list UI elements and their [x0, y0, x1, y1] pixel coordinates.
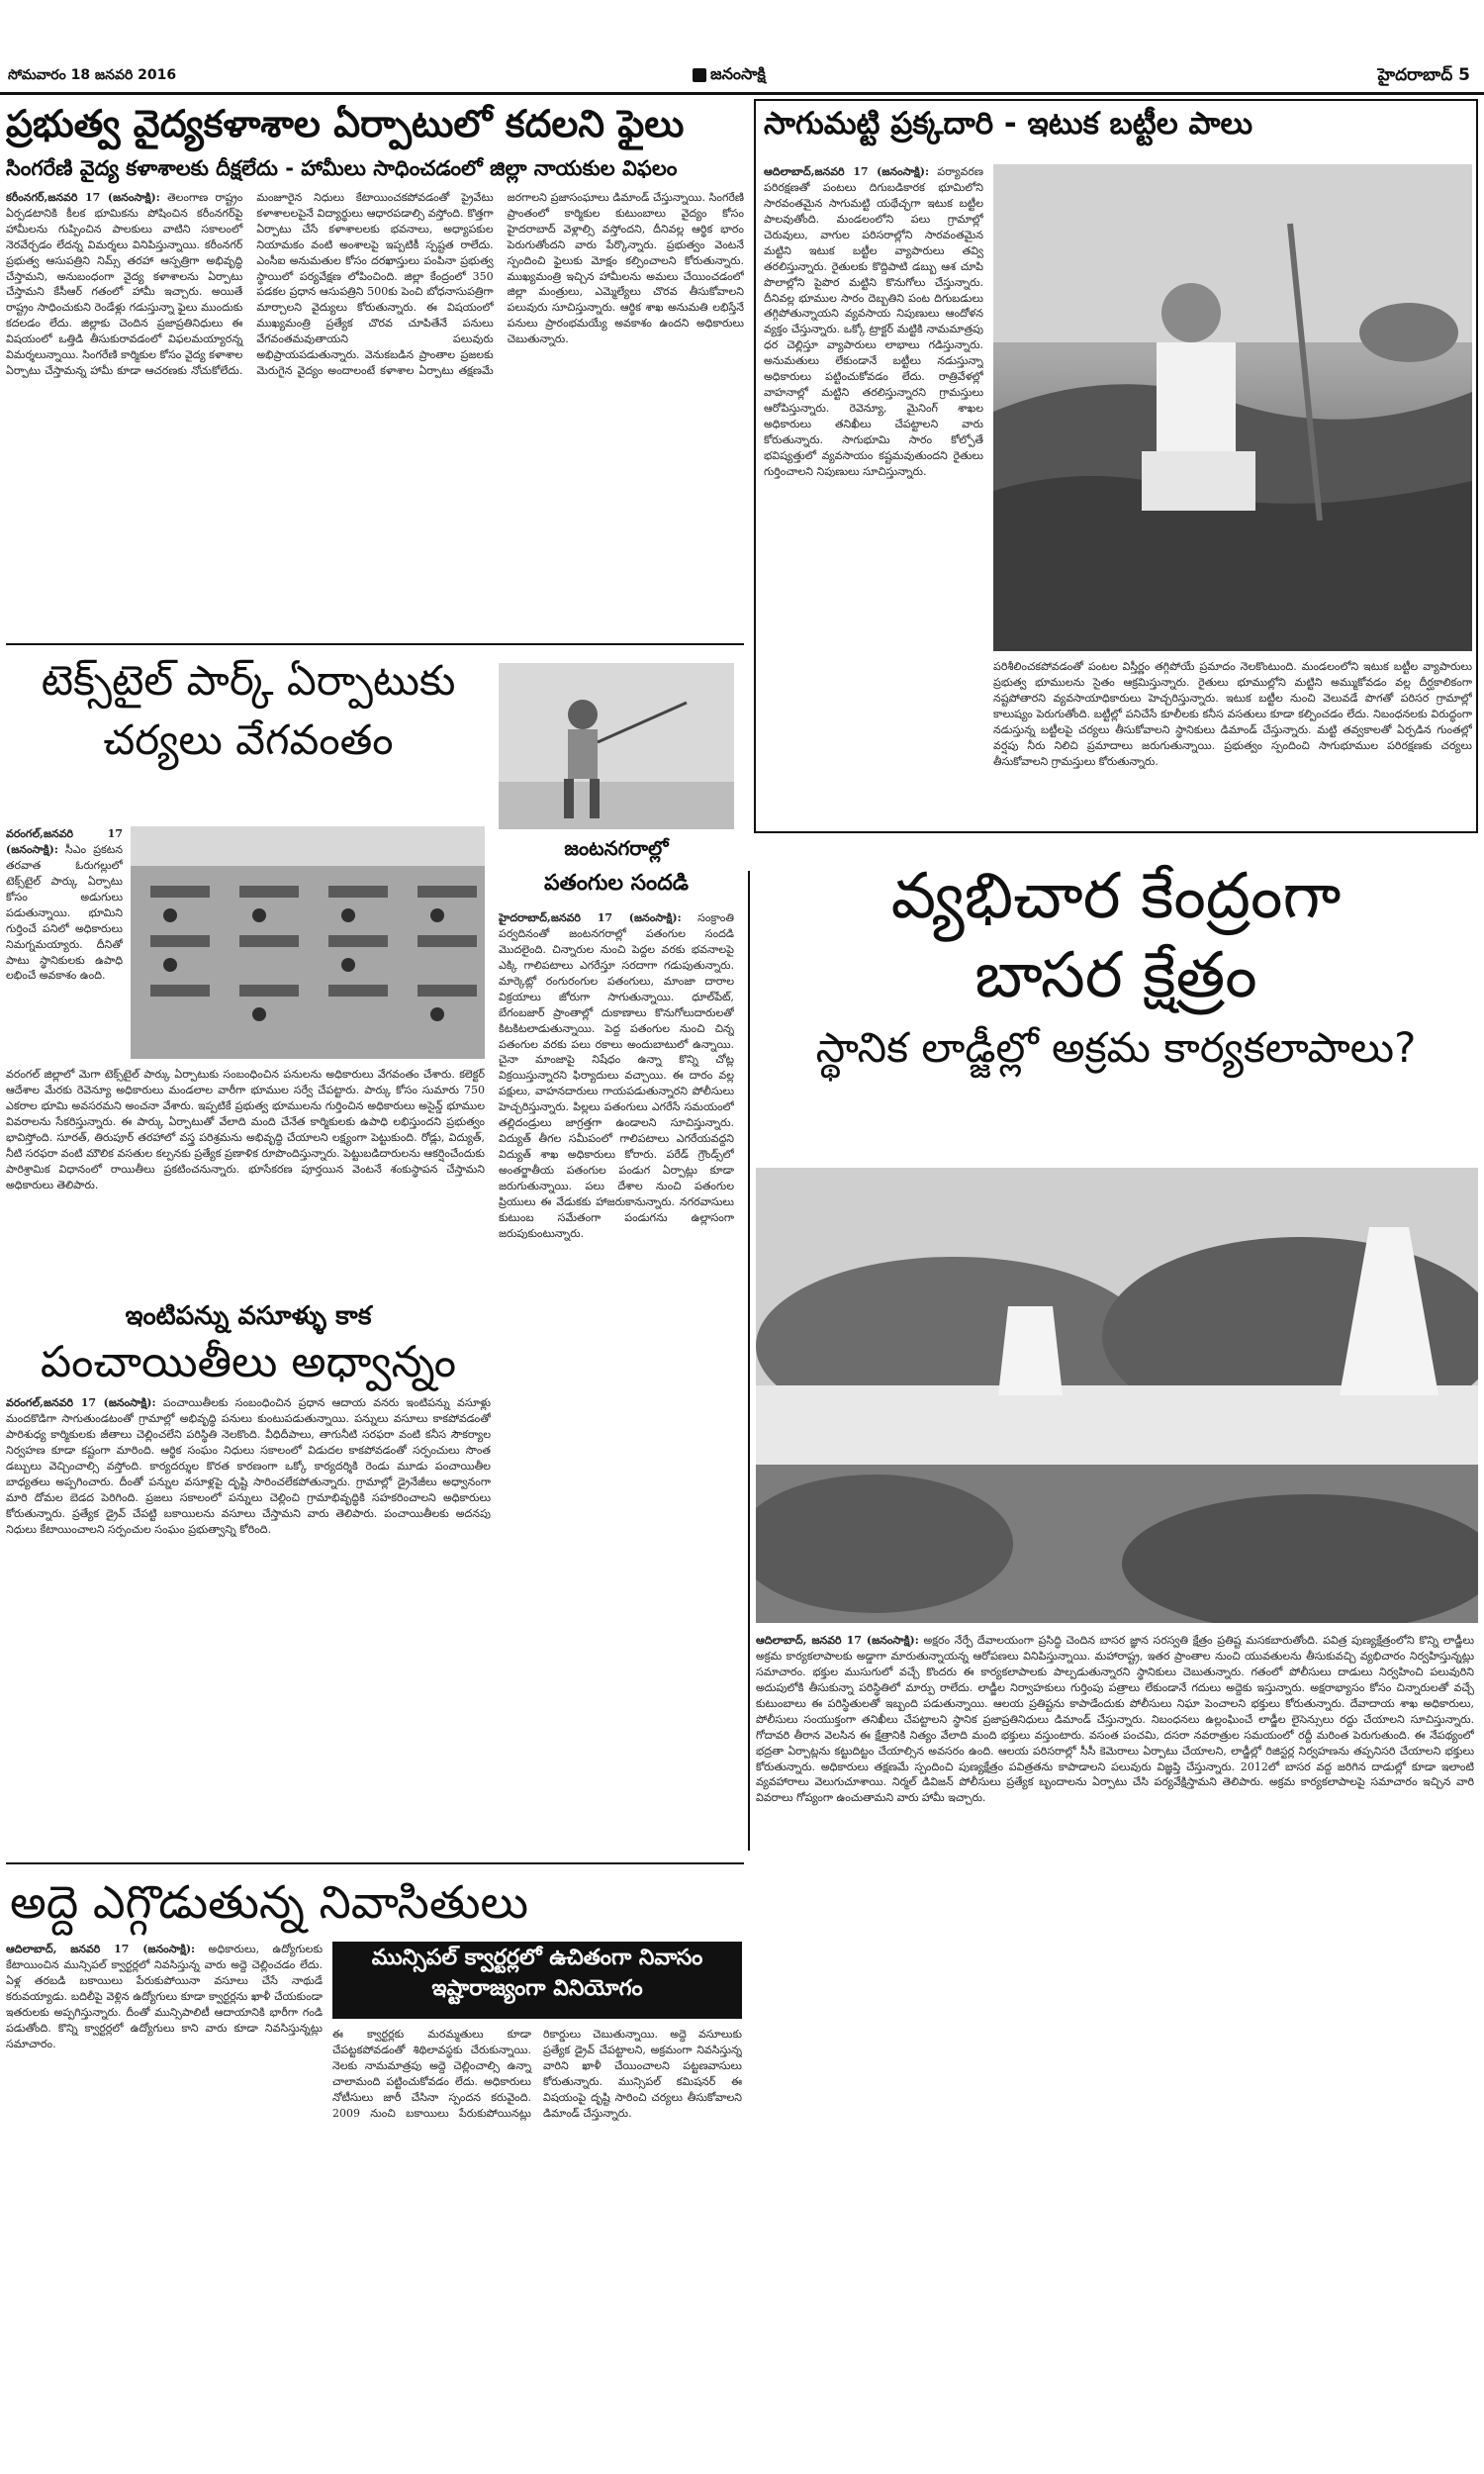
story-textile [6, 653, 491, 1296]
panchayat-article [6, 1395, 491, 1831]
brick-body-right: పరిశీలించకపోవడంతో పంటల విస్తీర్ణం తగ్గిపోయే ప్రమాదం నెలకొంటుంది. మండలంలోని ఇటుక బట్టీల వ్యాపారులు ప్రభుత్వ భూములను సైతం ఆక్రమిస్తున్నారు. రైతులు భూముల్లోని మట్టిని అమ్ముకోవడం వల్ల దీర్ఘకాలికంగా నష్టపోతారని వ్యవసాయాధికారులు హెచ్చరిస్తున్నారు. ఇటుక బట్టీల నుంచి వెలువడే పొగతో పరిసర గ్రామాల్లో కాలుష్యం పెరుగుతోంది. బట్టీల్లో పనిచేసే కూలీలకు కనీస వసతులు కూడా కల్పించడం లేదు. నిబంధనలకు విరుద్ధంగా నడుస్తున్న బట్టీలపై చర్యలు తీసుకోవాలని స్థానికులు డిమాండ్ చేస్తున్నారు. మట్టి తవ్వకాలతో ఏర్పడిన గుంతల్లో వర్షపు నీరు నిలిచి ప్రమాదాలు జరుగుతున్నాయి. ప్రభుత్వం స్పందించి సాగుభూముల పరిరక్షణకు చర్యలు తీసుకోవాలని గ్రామస్తులు కోరుతున్నారు. [993, 660, 1472, 768]
medical-headline: ప్రభుత్వ వైద్యకళాశాల ఏర్పాటులో కదలని ఫైలు [6, 102, 685, 145]
kite-illustration [499, 663, 734, 829]
textile-article [6, 1067, 485, 1292]
logo-icon [693, 68, 706, 82]
brick-dateline: ఆదిలాబాద్,జనవరి 17 (జనంసాక్షి): [764, 165, 930, 178]
medical-article [6, 190, 744, 625]
tenants-article-right [332, 2027, 742, 2456]
tenants-box-line2: ఇష్టారాజ్యంగా వినియోగం [334, 1974, 740, 2005]
divider-tenants [6, 1862, 744, 1864]
masthead-rule [0, 92, 1484, 95]
textile-headline-1: టెక్స్‌టైల్ పార్క్ ఏర్పాటుకు [41, 656, 456, 705]
basara-subhead: స్థానిక లాడ్జీల్లో అక్రమ కార్యకలాపాలు? [815, 1023, 1417, 1073]
basara-headline-2: బాసర క్షేత్రం [974, 938, 1257, 1012]
basara-temple-photo [756, 1168, 1478, 1623]
textile-side-text [6, 826, 123, 1059]
medical-dateline: కరీంనగర్,జనవరి 17 (జనంసాక్షి): [6, 190, 160, 204]
tenants-body-right: ఈ క్వార్టర్లకు మరమ్మతులు కూడా చేపట్టకపోవడంతో శిథిలావస్థకు చేరుకున్నాయి. నెలకు నామమాత్రపు అద్దె చెల్లించాల్సి ఉన్నా చాలామంది పట్టించుకోవడం లేదు. అధికారులు నోటీసులు జారీ చేసినా స్పందన కరువైంది. 2009 నుంచి బకాయిలు పేరుకుపోయినట్లు రికార్డులు చెబుతున్నాయి. అద్దె వసూలుకు ప్రత్యేక డ్రైవ్ చేపట్టాలని, అక్రమంగా నివసిస్తున్న వారిని ఖాళీ చేయించాలని పట్టణవాసులు కోరుతున్నారు. మున్సిపల్ కమిషనర్ ఈ విషయంపై దృష్టి సారించి చర్యలు తీసుకోవాలని డిమాండ్ చేస్తున్నారు. [332, 2028, 742, 2120]
basara-body: అక్షరం నేర్పే దేవాలయంగా ప్రసిద్ధి చెందిన బాసర జ్ఞాన సరస్వతి క్షేత్రం ప్రతిష్ట మసకబారుతోంది. పవిత్ర పుణ్యక్షేత్రంలోని కొన్ని లాడ్జీలు అక్రమ కార్యకలాపాలకు అడ్డాగా మారుతున్నాయన్న ఆరోపణలు వినిపిస్తున్నాయి. మహారాష్ట్ర, ఇతర ప్రాంతాల నుంచి యువతులను తీసుకువచ్చి వ్యభిచారం నిర్వహిస్తున్నట్లు సమాచారం. భక్తుల ముసుగులో వచ్చే కొందరు ఈ కార్యకలాపాలకు పాల్పడుతున్నారని స్థానికులు చెబుతున్నారు. గతంలో పోలీసులు దాడులు నిర్వహించి పలువురిని అదుపులోకి తీసుకున్నా పరిస్థితిలో మార్పు రాలేదు. లాడ్జీల నిర్వాహకులు గుర్తింపు పత్రాలు లేకుండానే గదులు అద్దెకు ఇస్తున్నారు. అక్షరాభ్యాసం కోసం చిన్నారులతో వచ్చే కుటుంబాలు ఈ పరిస్థితులతో ఇబ్బంది పడుతున్నాయి. ఆలయ ప్రతిష్టను కాపాడేందుకు పోలీసులు నిఘా పెంచాలని భక్తులు కోరుతున్నారు. దేవాదాయ శాఖ అధికారులు, పోలీసులు సంయుక్తంగా తనిఖీలు చేపట్టాలని స్థానిక ప్రజాప్రతినిధులు డిమాండ్ చేస్తున్నారు. నిబంధనలు ఉల్లంఘించే లాడ్జీల లైసెన్సులు రద్దు చేయాలని సూచిస్తున్నారు. గోదావరి తీరాన వెలసిన ఈ క్షేత్రానికి నిత్యం వేలాది మంది భక్తులు వస్తుంటారు. వసంత పంచమి, దసరా నవరాత్రుల సమయంలో రద్దీ మరింత పెరుగుతుంది. ఈ నేపథ్యంలో భద్రతా ఏర్పాట్లను కట్టుదిట్టం చేయాల్సిన అవసరం ఉంది. ఆలయ పరిసరాల్లో సీసీ కెమెరాలు ఏర్పాటు చేయాలని, లాడ్జీల్లో రిజిస్టర్ల నిర్వహణను తప్పనిసరి చేయాలని భక్తులు కోరుతున్నారు. అధికారులు తక్షణమే స్పందించి పుణ్యక్షేత్రం పవిత్రతను కాపాడాలని పలువురు విజ్ఞప్తి చేస్తున్నారు. 2012లో బాసర వద్ద జరిగిన దాడుల్లో కూడా ఇలాంటి వ్యవహారాలు వెలుగుచూశాయి. నిర్మల్ డివిజన్ పోలీసులు ప్రత్యేక బృందాలను ఏర్పాటు చేసి పర్యవేక్షిస్తామని తెలిపారు. అక్రమ కార్యకలాపాలపై సమాచారం ఇచ్చిన వారి వివరాలు గోప్యంగా ఉంచుతామని వారు హామీ ఇచ్చారు. [756, 1634, 1474, 1805]
brick-headline: సాగుమట్టి ప్రక్కదారి - ఇటుక బట్టీల పాలు [764, 106, 1253, 142]
medical-body: తెలంగాణ రాష్ట్రం ఏర్పడటానికి కీలక భూమికను పోషించిన కరీంనగర్‌పై హామీలను గుప్పించిన పాలకులు వాటిని సకాలంలో నెరవేర్చడం లేదన్న విమర్శలు వినిపిస్తున్నాయి. కరీంనగర్ ప్రభుత్వ ఆసుపత్రిని నిమ్స్ తరహా ఆస్పత్రిగా అభివృద్ధి చేస్తామని, అనుబంధంగా వైద్య కళాశాలను ఏర్పాటు చేస్తామని కేసీఆర్ గతంలో హామీ ఇచ్చారు. అయితే రాష్ట్రం సాధించుకుని రెండేళ్లు గడుస్తున్నా ఫైలు ముందుకు కదలడం లేదు. జిల్లాకు చెందిన ప్రజాప్రతినిధులు ఈ విషయంలో ఒత్తిడి తీసుకురావడంలో విఫలమయ్యారన్న విమర్శలున్నాయి. సింగరేణి కార్మికుల కోసం వైద్య కళాశాల ఏర్పాటు చేస్తామన్న హామీ కూడా ఆచరణకు నోచుకోలేదు. మంజూరైన నిధులు కేటాయించకపోవడంతో ప్రైవేటు కళాశాలలపైనే విద్యార్థులు ఆధారపడాల్సి వస్తోంది. కొత్తగా ఏర్పాటు చేసే కళాశాలలకు భవనాలు, అధ్యాపకుల నియామకం వంటి అంశాలపై ఇప్పటికీ స్పష్టత రాలేదు. ఎంసీఐ అనుమతుల కోసం దరఖాస్తులు పంపినా ప్రభుత్వ స్థాయిలో పర్యవేక్షణ లోపించింది. జిల్లా కేంద్రంలో 350 పడకల ప్రధాన ఆసుపత్రిని 500కు పెంచి బోధనాసుపత్రిగా మార్చాలని వైద్యులు కోరుతున్నారు. ఈ విషయంలో ముఖ్యమంత్రి ప్రత్యేక చొరవ చూపితేనే పనులు వేగవంతమవుతాయని పలువురు అభిప్రాయపడుతున్నారు. వెనుకబడిన ప్రాంతాల ప్రజలకు మెరుగైన వైద్యం అందాలంటే కళాశాల ఏర్పాటు తక్షణమే జరగాలని ప్రజాసంఘాలు డిమాండ్ చేస్తున్నాయి. సింగరేణి ప్రాంతంలో కార్మికుల కుటుంబాలు వైద్యం కోసం హైదరాబాద్ వెళ్లాల్సి వస్తోందని, దీనివల్ల ఆర్థిక భారం పెరుగుతోందని వారు పేర్కొన్నారు. ప్రభుత్వం వెంటనే స్పందించి ఫైలుకు మోక్షం కల్పించాలని కోరుతున్నారు. ముఖ్యమంత్రి ఇచ్చిన హామీలను అమలు చేయించడంలో జిల్లా మంత్రులు, ఎమ్మెల్యేలు చొరవ తీసుకోవాలని పలువురు సూచిస్తున్నారు. ఆర్థిక శాఖ అనుమతి లభిస్తేనే పనులు ప్రారంభమయ్యే అవకాశం ఉందని అధికారులు చెబుతున్నారు. [6, 190, 744, 378]
textile-body: వరంగల్ జిల్లాలో మెగా టెక్స్‌టైల్ పార్కు ఏర్పాటుకు సంబంధించిన పనులను అధికారులు వేగవంతం చేశారు. కలెక్టర్ ఆదేశాల మేరకు రెవెన్యూ అధికారులు మండలాల వారీగా భూముల సర్వే చేపట్టారు. పార్కు కోసం సుమారు 750 ఎకరాల భూమి అవసరమని అంచనా వేశారు. ఇప్పటికే ప్రభుత్వ భూములను గుర్తించిన అధికారులు అసైన్డ్ భూముల వివరాలను సేకరిస్తున్నారు. ఈ పార్కు ఏర్పాటుతో వేలాది మంది చేనేత కార్మికులకు ఉపాధి లభిస్తుందని ప్రభుత్వం భావిస్తోంది. సూరత్, తిరుపూర్ తరహాలో వస్త్ర పరిశ్రమను అభివృద్ధి చేయాలని లక్ష్యంగా పెట్టుకుంది. రోడ్లు, విద్యుత్, నీటి సరఫరా వంటి మౌలిక వసతుల కల్పనకు ప్రత్యేక ప్రణాళిక రూపొందిస్తున్నారు. పెట్టుబడిదారులను ఆకర్షించేందుకు పారిశ్రామిక విధానంలో రాయితీలు ప్రకటించనున్నారు. భూసేకరణ పూర్తయిన వెంటనే శంకుస్థాపన చేస్తామని అధికారులు తెలిపారు. [6, 1068, 485, 1191]
masthead [0, 0, 1484, 99]
textile-dateline: వరంగల్,జనవరి 17 (జనంసాక్షి): [6, 827, 123, 856]
basara-article [756, 1633, 1474, 2458]
story-brick [754, 99, 1478, 833]
masthead-date: సోమవారం 18 జనవరి 2016 [8, 67, 177, 83]
panchayat-headline-main: పంచాయితీలు అధ్వాన్నం [40, 1336, 457, 1387]
brick-article-right [993, 659, 1472, 827]
kite-boy-photo [499, 663, 734, 829]
column-divider [748, 871, 750, 1851]
tenants-dateline: ఆదిలాబాద్, జనవరి 17 (జనంసాక్షి): [6, 1943, 196, 1955]
tenants-body-left: అధికారులు, ఉద్యోగులకు కేటాయించిన మున్సిపల్ క్వార్టర్లలో నివసిస్తున్న వారు అద్దె చెల్లించడం లేదు. ఏళ్ల తరబడి బకాయిలు పేరుకుపోయినా వసూలు చేసే నాథుడే కరువయ్యాడు. బదిలీపై వెళ్లిన ఉద్యోగులు కూడా క్వార్టర్లను ఖాళీ చేయకుండా ఇతరులకు అప్పగిస్తున్నారు. దీంతో మున్సిపాలిటీ ఆదాయానికి భారీగా గండి పడుతోంది. కొన్ని క్వార్టర్లలో ఉద్యోగులు కాని వారు కూడా నివసిస్తున్నట్లు సమాచారం. [6, 1943, 323, 2050]
story-basara [754, 841, 1478, 2464]
kite-dateline: హైదరాబాద్,జనవరి 17 (జనంసాక్షి): [499, 911, 682, 924]
textile-body-side: సీఎం ప్రకటన తరవాత ఓరుగల్లులో టెక్స్‌టైల్ పార్కు ఏర్పాటు కోసం అడుగులు పడుతున్నాయి. భూమిని గుర్తించే పనిలో అధికారులు నిమగ్నమయ్యారు. దీనితో పాటు స్థానికులకు ఉపాధి లభించే అవకాశం ఉంది. [6, 842, 123, 983]
farmer-illustration [993, 164, 1472, 651]
textile-factory-photo [131, 826, 485, 1059]
brick-article-left [764, 164, 983, 827]
story-tenants [6, 1870, 744, 2464]
panchayat-body: పంచాయితీలకు సంబంధించిన ప్రధాన ఆదాయ వనరు ఇంటిపన్ను వసూళ్లు మందకొడిగా సాగుతుండటంతో గ్రామాల్లో అభివృద్ధి పనులు కుంటుపడుతున్నాయి. పన్నులు వసూలు కాకపోవడంతో పారిశుధ్య కార్మికులకు జీతాలు చెల్లించలేని పరిస్థితి నెలకొంది. వీధిదీపాలు, తాగునీటి సరఫరా వంటి కనీస సౌకర్యాల నిర్వహణ కూడా కష్టంగా మారింది. ఆర్థిక సంఘం నిధులు సకాలంలో విడుదల కాకపోవడంతో సర్పంచులు సొంత డబ్బులు వెచ్చించాల్సి వస్తోంది. కార్యదర్శుల కొరత కారణంగా ఒక్కో కార్యదర్శికి రెండు మూడు పంచాయితీల బాధ్యతలు అప్పగించారు. దీంతో పన్నుల వసూళ్లపై దృష్టి సారించలేకపోతున్నారు. గ్రామాల్లో డ్రైనేజీలు అధ్వానంగా మారి దోమల బెడద పెరిగింది. ప్రజలు సకాలంలో పన్నులు చెల్లించి గ్రామాభివృద్ధికి సహకరించాలని అధికారులు కోరుతున్నారు. ప్రత్యేక డ్రైవ్ చేపట్టి బకాయిలను వసూలు చేస్తామని వారు తెలిపారు. పంచాయితీలకు అదనపు నిధులు కేటాయించాలని సర్పంచుల సంఘం ప్రభుత్వాన్ని కోరింది. [6, 1396, 491, 1536]
kite-headline-main: పతంగుల సందడి [543, 871, 690, 896]
tenants-box-line1: మున్సిపల్ క్వార్టర్లలో ఉచితంగా నివాసం [334, 1944, 740, 1974]
panchayat-headline-top: ఇంటిపన్ను వసూళ్ళు కాక [125, 1301, 372, 1331]
basara-headline-1: వ్యభిచార కేంద్రంగా [890, 860, 1342, 933]
tenants-highlight-box [332, 1942, 742, 2019]
medical-subhead: సింగరేణి వైద్య కళాశాలకు దీక్షలేదు - హామీలు సాధించడంలో జిల్లా నాయకుల విఫలం [6, 155, 678, 180]
divider-medical [6, 643, 744, 645]
kite-body: సంక్రాంతి పర్వదినంతో జంటనగరాల్లో పతంగుల సందడి మొదలైంది. చిన్నారుల నుంచి పెద్దల వరకు భవనాలపై ఎక్కి గాలిపటాలు ఎగరేస్తూ సరదాగా గడుపుతున్నారు. మార్కెట్లో రంగురంగుల పతంగులు, మాంజా దారాల విక్రయాలు జోరుగా సాగుతున్నాయి. ధూల్‌పేట్, బేగంబజార్ ప్రాంతాల్లో దుకాణాలు కొనుగోలుదారులతో కిటకిటలాడుతున్నాయి. పెద్ద పతంగుల నుంచి చిన్న పతంగుల వరకు పలు రకాలు అందుబాటులో ఉన్నాయి. చైనా మాంజాపై నిషేధం ఉన్నా కొన్ని చోట్ల విక్రయిస్తున్నారని ఫిర్యాదులు వచ్చాయి. ఈ దారం వల్ల పక్షులు, వాహనదారులు గాయపడుతున్నారని పోలీసులు హెచ్చరిస్తున్నారు. పిల్లలు పతంగులు ఎగరేసే సమయంలో తల్లిదండ్రులు జాగ్రత్తగా ఉండాలని సూచిస్తున్నారు. విద్యుత్ తీగల సమీపంలో గాలిపటాలు ఎగరేయవద్దని విద్యుత్ శాఖ అధికారులు కోరారు. పరేడ్ గ్రౌండ్స్‌లో అంతర్జాతీయ పతంగుల పండుగ ఏర్పాట్లు కూడా జరుగుతున్నాయి. పలు దేశాల నుంచి పతంగుల ప్రియులు ఈ వేడుకకు హాజరుకానున్నారు. నగరవాసులు కుటుంబ సమేతంగా పండుగను ఉల్లాసంగా జరుపుకుంటున్నారు. [499, 911, 734, 1240]
story-medical [6, 99, 744, 641]
kite-headline-top: జంటనగరాల్లో [564, 836, 669, 860]
paper-logo [693, 63, 766, 87]
kite-article [499, 910, 734, 1856]
paper-name: జనంసాక్షి [710, 63, 766, 83]
story-panchayat [6, 1302, 491, 1858]
story-kite [499, 653, 744, 1858]
factory-illustration [131, 826, 485, 1059]
basara-dateline: ఆదిలాబాద్, జనవరి 17 (జనంసాక్షి): [756, 1634, 919, 1647]
textile-headline-2: చర్యలు వేగవంతం [103, 715, 394, 765]
tenants-headline: అద్దె ఎగ్గొడుతున్న నివాసితులు [10, 1875, 529, 1929]
panchayat-dateline: వరంగల్,జనవరి 17 (జనంసాక్షి): [6, 1396, 156, 1410]
temple-illustration [756, 1168, 1478, 1623]
tenants-article-left [6, 1942, 323, 2456]
brick-body-left: పర్యావరణ పరిరక్షణతో పంటలు దిగుబడికారక భూమిలోని సారవంతమైన సాగుమట్టి యథేచ్ఛగా ఇటుక బట్టీల పాలవుతోంది. మండలంలోని పలు గ్రామాల్లో చెరువులు, వాగుల పరిసరాల్లోని సారవంతమైన మట్టిని ఇటుక బట్టీల వ్యాపారులు తవ్వి తరలిస్తున్నారు. రైతులకు కొద్దిపాటి డబ్బు ఆశ చూపి పొలాల్లోని పైపొర మట్టిని కొనుగోలు చేస్తున్నారు. దీనివల్ల భూముల సారం దెబ్బతిని పంట దిగుబడులు తగ్గిపోతున్నాయని వ్యవసాయ నిపుణులు ఆందోళన వ్యక్తం చేస్తున్నారు. ఒక్కో ట్రాక్టర్ మట్టికి నామమాత్రపు ధర చెల్లిస్తూ వ్యాపారులు లాభాలు గడిస్తున్నారు. అనుమతులు లేకుండానే బట్టీలు నడుస్తున్నా అధికారులు పట్టించుకోవడం లేదు. రాత్రివేళల్లో వాహనాల్లో మట్టిని తరలిస్తున్నారని గ్రామస్తులు ఆరోపిస్తున్నారు. రెవెన్యూ, మైనింగ్ శాఖల అధికారులు తనిఖీలు చేపట్టాలని వారు కోరుతున్నారు. సాగుభూమి సారం కోల్పోతే భవిష్యత్తులో వ్యవసాయం కష్టమవుతుందని రైతులు గుర్తించాలని నిపుణులు సూచిస్తున్నారు. [764, 165, 983, 478]
farmer-photo [993, 164, 1472, 651]
page-label: హైదరాబాద్ 5 [1377, 65, 1470, 85]
